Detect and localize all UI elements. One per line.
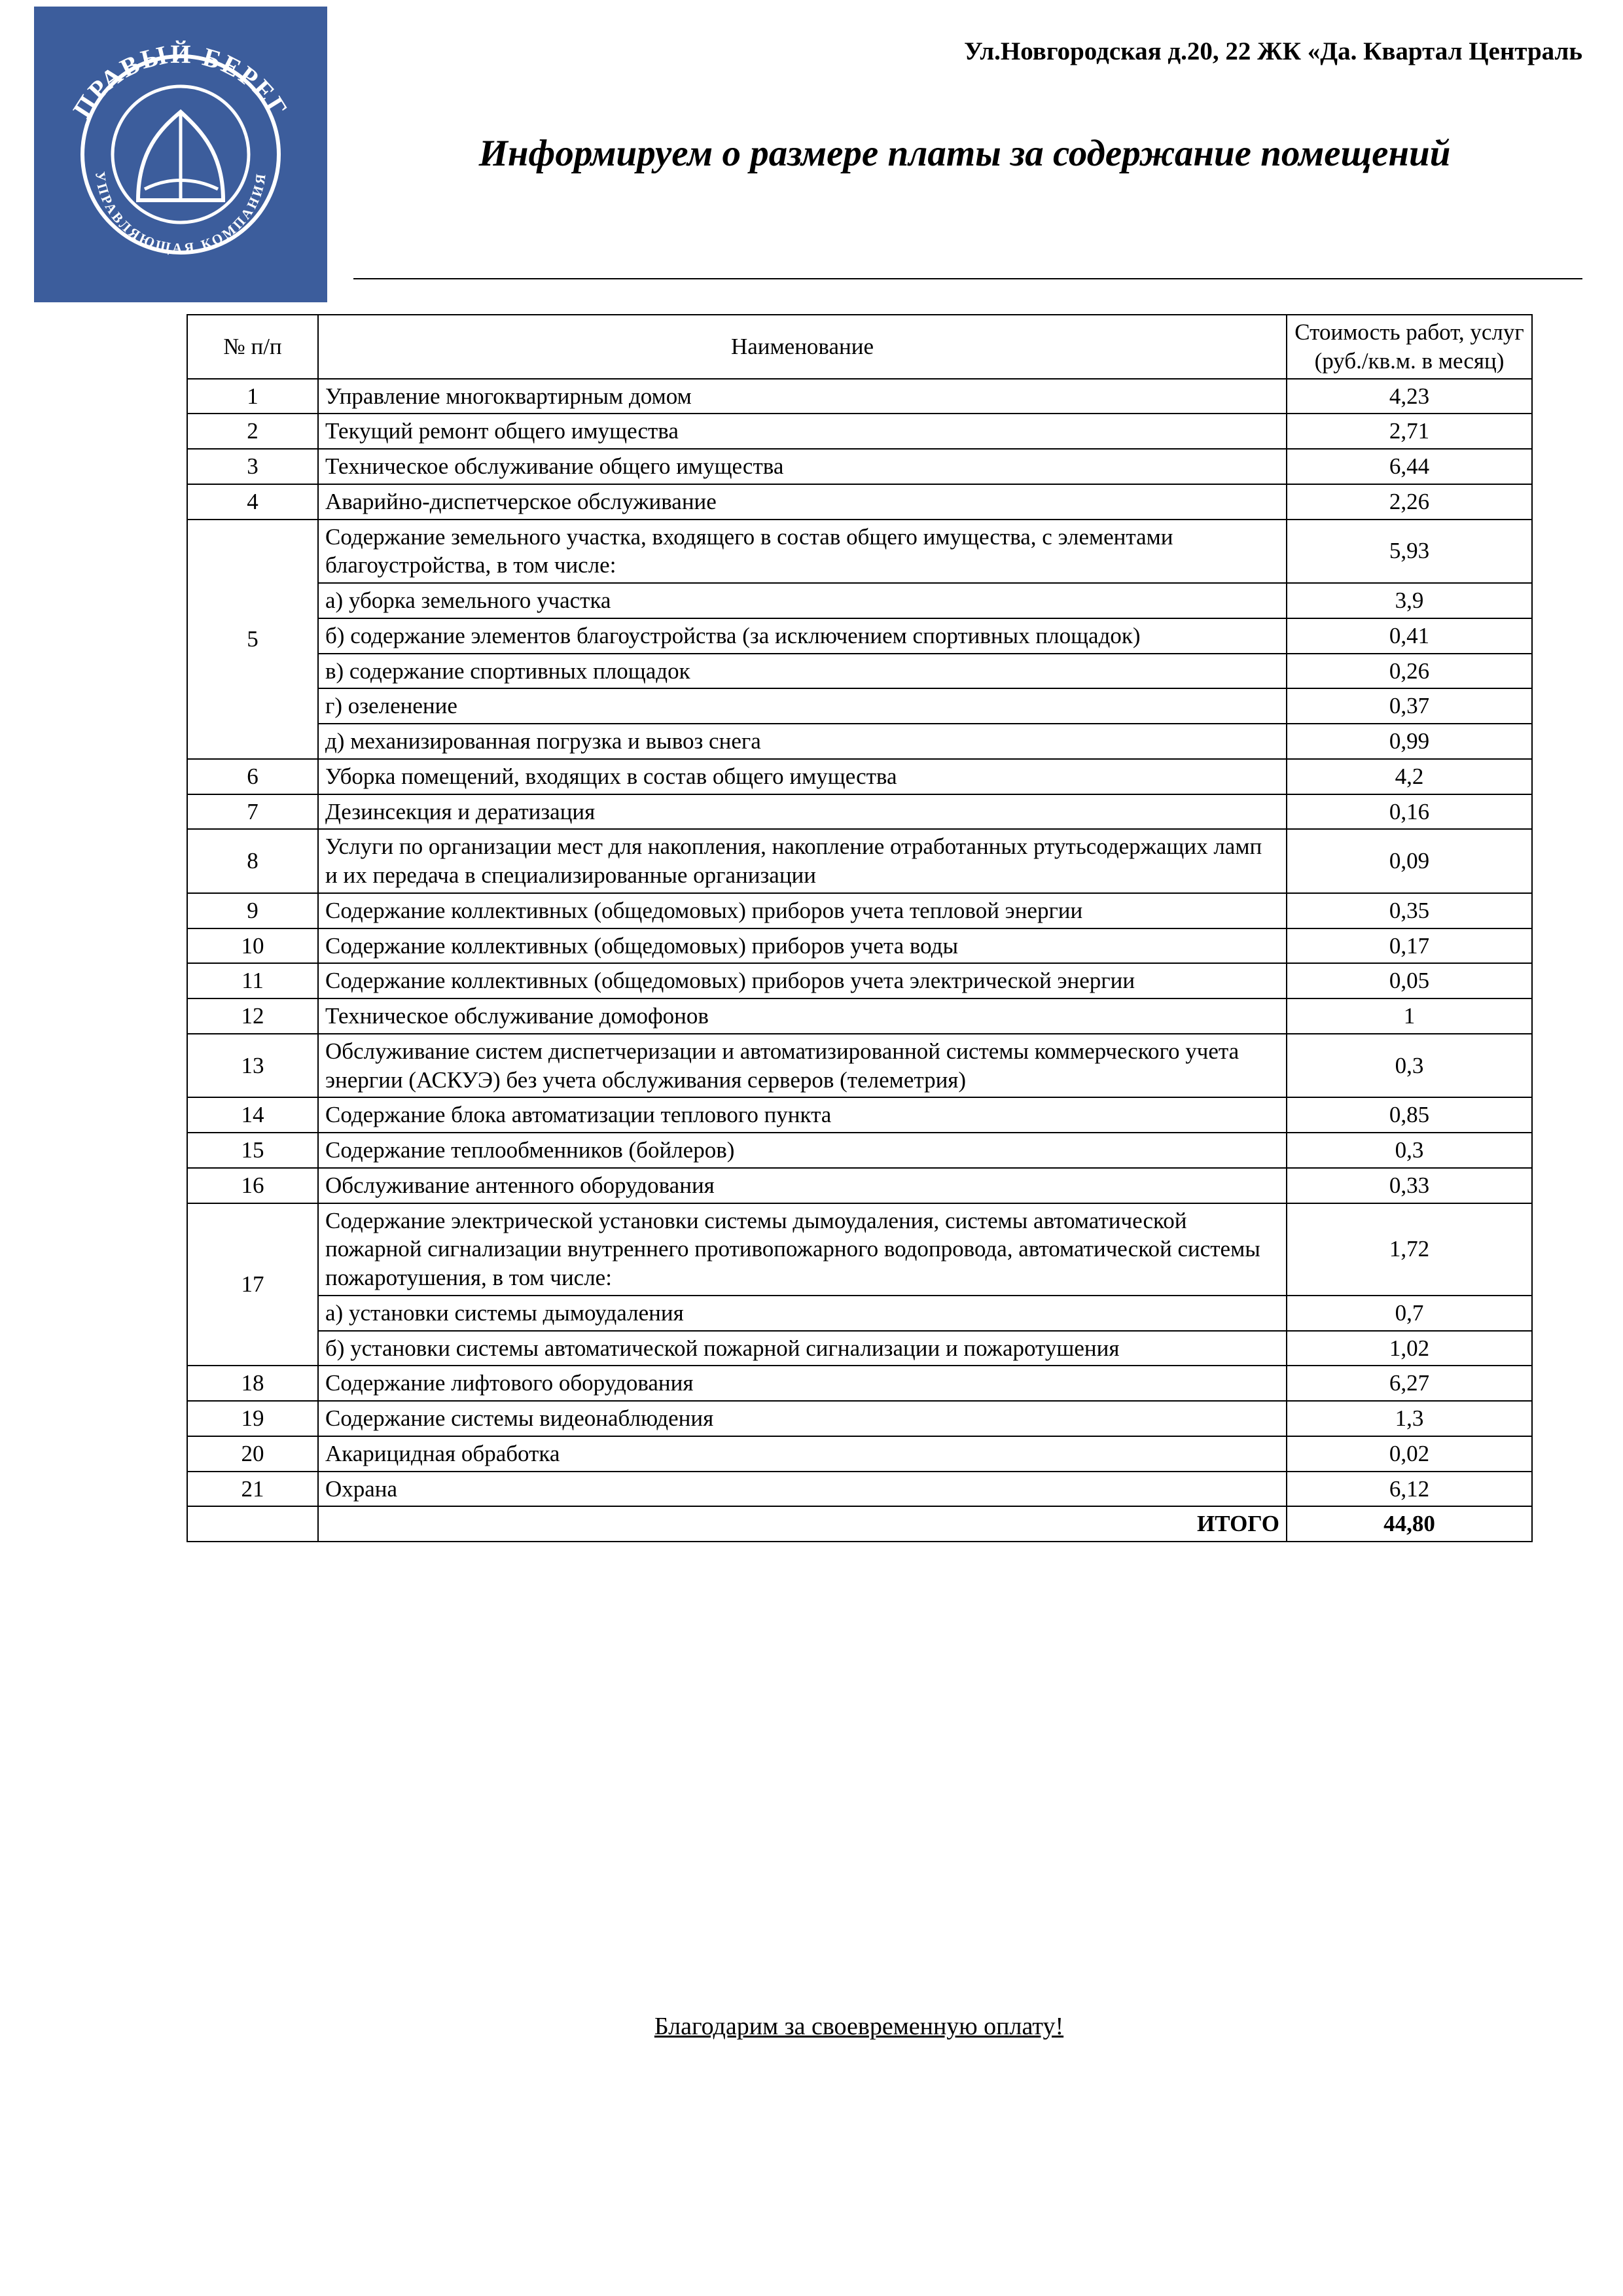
table-row (187, 688, 1532, 724)
row-number: 15 (187, 1133, 318, 1168)
building-address: Ул.Новгородская д.20, 22 ЖК «Да. Квартал Централь (964, 37, 1582, 65)
table-row (187, 484, 1532, 520)
row-number: 1 (187, 379, 318, 414)
table-row (187, 998, 1532, 1034)
row-price: 0,17 (1287, 928, 1532, 964)
column-header-number: № п/п (187, 315, 318, 379)
row-number: 6 (187, 759, 318, 794)
row-price: 0,35 (1287, 893, 1532, 928)
table-row (187, 1097, 1532, 1133)
table-header-row (187, 315, 1532, 379)
row-service-name: Содержание лифтового оборудования (318, 1366, 1287, 1401)
table-row (187, 963, 1532, 998)
row-service-name: Содержание электрической установки системы дымоудаления, системы автоматической пожарной сигнализации внутреннего противопожарного водопровода, автоматической системы пожаротушения, в том числе: (318, 1203, 1287, 1296)
table-row (187, 928, 1532, 964)
row-price: 0,37 (1287, 688, 1532, 724)
row-service-name: а) установки системы дымоудаления (318, 1296, 1287, 1331)
row-number: 2 (187, 414, 318, 449)
row-number: 17 (187, 1203, 318, 1366)
row-service-name: а) уборка земельного участка (318, 583, 1287, 618)
svg-text:ПРАВЫЙ БЕРЕГ: ПРАВЫЙ БЕРЕГ (67, 39, 294, 124)
total-spacer (187, 1506, 318, 1542)
row-price: 0,05 (1287, 963, 1532, 998)
row-service-name: Содержание коллективных (общедомовых) приборов учета воды (318, 928, 1287, 964)
table-row (187, 724, 1532, 759)
table-row-total (187, 1506, 1532, 1542)
row-price: 0,3 (1287, 1133, 1532, 1168)
table-row (187, 1296, 1532, 1331)
table-row (187, 1034, 1532, 1098)
row-service-name: Охрана (318, 1472, 1287, 1507)
row-price: 1 (1287, 998, 1532, 1034)
svg-text:УПРАВЛЯЮЩАЯ КОМПАНИЯ: УПРАВЛЯЮЩАЯ КОМПАНИЯ (92, 170, 270, 256)
row-price: 0,3 (1287, 1034, 1532, 1098)
column-header-name: Наименование (318, 315, 1287, 379)
rates-table (187, 314, 1533, 1542)
row-number: 12 (187, 998, 318, 1034)
row-price: 5,93 (1287, 520, 1532, 584)
row-price: 1,3 (1287, 1401, 1532, 1436)
row-number: 5 (187, 520, 318, 759)
row-service-name: г) озеленение (318, 688, 1287, 724)
table-row (187, 449, 1532, 484)
row-price: 0,85 (1287, 1097, 1532, 1133)
table-body (187, 379, 1532, 1507)
row-price: 2,71 (1287, 414, 1532, 449)
row-service-name: Обслуживание систем диспетчеризации и автоматизированной системы коммерческого учета энергии (АСКУЭ) без учета обслуживания серверов (телеметрия) (318, 1034, 1287, 1098)
total-label: ИТОГО (318, 1506, 1287, 1542)
row-price: 6,12 (1287, 1472, 1532, 1507)
row-price: 4,23 (1287, 379, 1532, 414)
row-number: 4 (187, 484, 318, 520)
row-service-name: б) содержание элементов благоустройства (за исключением спортивных площадок) (318, 618, 1287, 654)
page-title: Информируем о размере платы за содержание помещений (478, 133, 1451, 174)
rates-table-container (187, 314, 1531, 1542)
row-service-name: Содержание системы видеонаблюдения (318, 1401, 1287, 1436)
row-service-name: Содержание блока автоматизации теплового пункта (318, 1097, 1287, 1133)
row-number: 7 (187, 794, 318, 830)
row-service-name: Управление многоквартирным домом (318, 379, 1287, 414)
row-number: 13 (187, 1034, 318, 1098)
row-price: 1,72 (1287, 1203, 1532, 1296)
row-service-name: Услуги по организации мест для накопления, накопление отработанных ртутьсодержащих ламп и их передача в специализированные организации (318, 829, 1287, 893)
row-number: 20 (187, 1436, 318, 1472)
row-service-name: Содержание земельного участка, входящего в состав общего имущества, с элементами благоустройства, в том числе: (318, 520, 1287, 584)
table-row (187, 583, 1532, 618)
row-price: 0,26 (1287, 654, 1532, 689)
row-price: 0,02 (1287, 1436, 1532, 1472)
row-number: 16 (187, 1168, 318, 1203)
table-row (187, 618, 1532, 654)
row-price: 0,7 (1287, 1296, 1532, 1331)
row-number: 19 (187, 1401, 318, 1436)
row-service-name: Уборка помещений, входящих в состав общего имущества (318, 759, 1287, 794)
row-number: 10 (187, 928, 318, 964)
table-row (187, 829, 1532, 893)
table-row (187, 1366, 1532, 1401)
table-row (187, 1401, 1532, 1436)
table-row (187, 1331, 1532, 1366)
table-row (187, 520, 1532, 584)
table-row (187, 1436, 1532, 1472)
row-service-name: Аварийно-диспетчерское обслуживание (318, 484, 1287, 520)
row-service-name: Техническое обслуживание общего имущества (318, 449, 1287, 484)
row-price: 6,44 (1287, 449, 1532, 484)
row-price: 6,27 (1287, 1366, 1532, 1401)
table-row (187, 794, 1532, 830)
row-number: 9 (187, 893, 318, 928)
row-price: 0,33 (1287, 1168, 1532, 1203)
row-price: 4,2 (1287, 759, 1532, 794)
row-service-name: Дезинсекция и дератизация (318, 794, 1287, 830)
row-price: 3,9 (1287, 583, 1532, 618)
row-service-name: Обслуживание антенного оборудования (318, 1168, 1287, 1203)
table-row (187, 414, 1532, 449)
row-price: 2,26 (1287, 484, 1532, 520)
row-number: 11 (187, 963, 318, 998)
total-value: 44,80 (1287, 1506, 1532, 1542)
company-logo (34, 7, 327, 302)
title-divider (353, 278, 1582, 279)
row-service-name: Содержание теплообменников (бойлеров) (318, 1133, 1287, 1168)
row-price: 0,41 (1287, 618, 1532, 654)
row-service-name: в) содержание спортивных площадок (318, 654, 1287, 689)
column-header-price: Стоимость работ, услуг (руб./кв.м. в месяц) (1287, 315, 1532, 379)
table-footer (187, 1506, 1532, 1542)
row-number: 21 (187, 1472, 318, 1507)
table-row (187, 654, 1532, 689)
table-row (187, 379, 1532, 414)
row-price: 0,16 (1287, 794, 1532, 830)
row-service-name: Содержание коллективных (общедомовых) приборов учета тепловой энергии (318, 893, 1287, 928)
row-number: 3 (187, 449, 318, 484)
row-price: 0,09 (1287, 829, 1532, 893)
table-row (187, 1472, 1532, 1507)
row-service-name: д) механизированная погрузка и вывоз снега (318, 724, 1287, 759)
table-row (187, 1203, 1532, 1296)
row-price: 0,99 (1287, 724, 1532, 759)
row-number: 18 (187, 1366, 318, 1401)
row-number: 8 (187, 829, 318, 893)
document-header (0, 0, 1623, 294)
table-row (187, 1133, 1532, 1168)
row-service-name: Акарицидная обработка (318, 1436, 1287, 1472)
table-row (187, 893, 1532, 928)
row-service-name: Содержание коллективных (общедомовых) приборов учета электрической энергии (318, 963, 1287, 998)
row-service-name: Текущий ремонт общего имущества (318, 414, 1287, 449)
row-number: 14 (187, 1097, 318, 1133)
table-row (187, 759, 1532, 794)
table-row (187, 1168, 1532, 1203)
footer-note: Благодарим за своевременную оплату! (654, 2013, 1064, 2040)
row-service-name: б) установки системы автоматической пожарной сигнализации и пожаротушения (318, 1331, 1287, 1366)
row-service-name: Техническое обслуживание домофонов (318, 998, 1287, 1034)
row-price: 1,02 (1287, 1331, 1532, 1366)
